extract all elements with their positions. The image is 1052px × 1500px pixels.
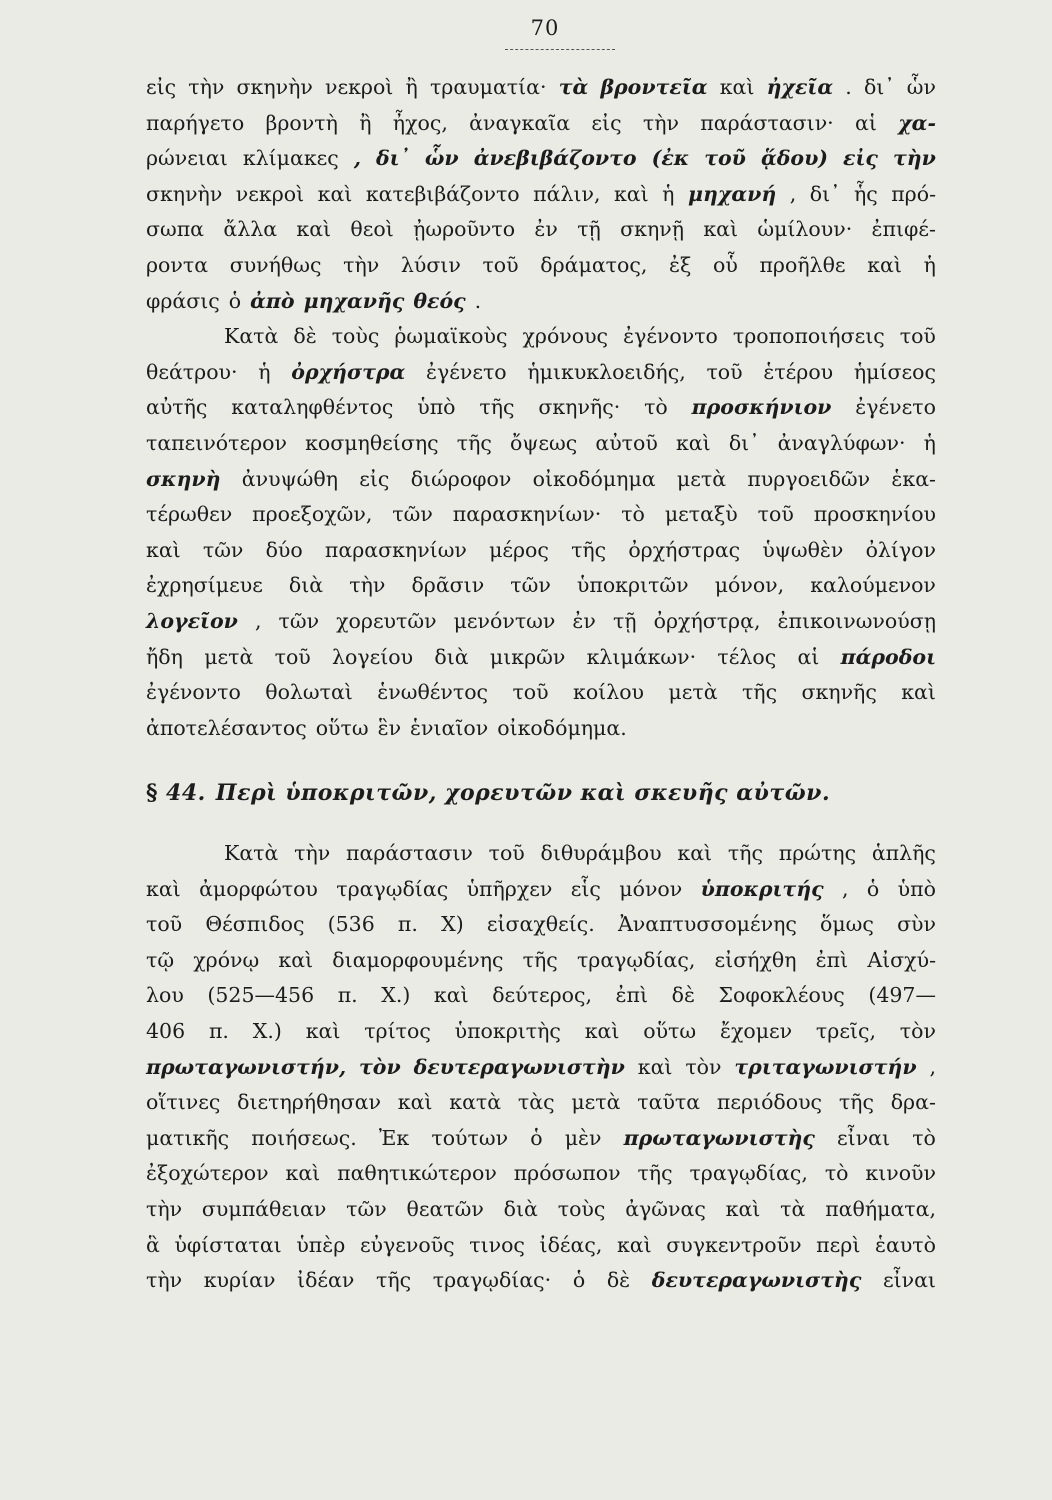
text-line: ματικῆς ποιήσεως. Ἐκ τούτων ὁ μὲν πρωταγωνιστὴς εἶναι τὸ (146, 1125, 936, 1150)
text-line: 406 π. Χ.) καὶ τρίτος ὑποκριτὴς καὶ οὕτω ἔχομεν τρεῖς, τὸν (146, 1018, 936, 1043)
text-line: τοῦ Θέσπιδος (536 π. Χ) εἰσαχθείς. Ἀναπτυσσομένης ὅμως σὺν (146, 912, 936, 937)
text-line: ἀποτελέσαντος οὕτω ἓν ἑνιαῖον οἰκοδόμημα. (146, 715, 627, 740)
text-line: σωπα ἄλλα καὶ θεοὶ ᾐωροῦντο ἐν τῇ σκηνῇ καὶ ὡμίλουν· ἐπιφέ- (146, 217, 936, 242)
text-line: ροντα συνήθως τὴν λύσιν τοῦ δράματος, ἐξ οὗ προῆλθε καὶ ἡ (146, 252, 936, 277)
text-line: φράσις ὁ ἀπὸ μηχανῆς θεός . (146, 288, 482, 313)
text-line: καὶ ἀμορφώτου τραγῳδίας ὑπῆρχεν εἷς μόνον ὑποκριτής , ὁ ὑπὸ (146, 876, 936, 901)
section-symbol: § (146, 780, 159, 806)
page-number: 70 (530, 16, 560, 40)
page-number-rule (505, 49, 615, 50)
section-heading (146, 780, 936, 806)
text-line: Κατὰ τὴν παράστασιν τοῦ διθυράμβου καὶ τῆς πρώτης ἁπλῆς (224, 841, 936, 865)
section-title: Περὶ ὑποκριτῶν, χορευτῶν καὶ σκευῆς αὐτῶν. (215, 780, 831, 806)
section-44-preceding-text (146, 70, 936, 746)
text-line: πρωταγωνιστήν, τὸν δευτεραγωνιστὴν καὶ τὸν τριταγωνιστήν , (146, 1054, 936, 1079)
text-line: τέρωθεν προεξοχῶν, τῶν παρασκηνίων· τὸ μεταξὺ τοῦ προσκηνίου (146, 502, 936, 527)
text-line: εἰς τὴν σκηνὴν νεκροὶ ἢ τραυματία· τὰ βροντεῖα καὶ ἠχεῖα . δι᾽ ὧν (146, 75, 936, 99)
text-line: λογεῖον , τῶν χορευτῶν μενόντων ἐν τῇ ὀρχήστρᾳ, ἐπικοινωνούσῃ (146, 608, 936, 633)
section-number: 44. (166, 780, 206, 806)
text-line: ἤδη μετὰ τοῦ λογείου διὰ μικρῶν κλιμάκων· τέλος αἱ πάροδοι (146, 644, 936, 669)
text-line: ἃ ὑφίσταται ὑπὲρ εὐγενοῦς τινος ἰδέας, καὶ συγκεντροῦν περὶ ἑαυτὸ (146, 1232, 936, 1257)
text-line: σκηνὴ ἀνυψώθη εἰς διώροφον οἰκοδόμημα μετὰ πυργοειδῶν ἑκα- (146, 466, 936, 491)
text-line: ἐγένοντο θολωταὶ ἑνωθέντος τοῦ κοίλου μετὰ τῆς σκηνῆς καὶ (146, 680, 936, 705)
text-line: ἐξοχώτερον καὶ παθητικώτερον πρόσωπον τῆς τραγῳδίας, τὸ κινοῦν (146, 1161, 936, 1186)
text-line: Κατὰ δὲ τοὺς ῥωμαϊκοὺς χρόνους ἐγένοντο τροποποιήσεις τοῦ (224, 324, 936, 349)
text-line: ταπεινότερον κοσμηθείσης τῆς ὄψεως αὐτοῦ καὶ δι᾽ ἀναγλύφων· ἡ (146, 430, 936, 455)
text-line: τῷ χρόνῳ καὶ διαμορφουμένης τῆς τραγῳδίας, εἰσήχθη ἐπὶ Αἰσχύ- (146, 947, 936, 972)
text-line: οἵτινες διετηρήθησαν καὶ κατὰ τὰς μετὰ ταῦτα περιόδους τῆς δρα- (146, 1090, 936, 1115)
text-line: τὴν κυρίαν ἰδέαν τῆς τραγῳδίας· ὁ δὲ δευτεραγωνιστὴς εἶναι (146, 1268, 936, 1293)
text-line: αὐτῆς καταληφθέντος ὑπὸ τῆς σκηνῆς· τὸ προσκήνιον ἐγένετο (146, 395, 936, 420)
text-line: τὴν συμπάθειαν τῶν θεατῶν διὰ τοὺς ἀγῶνας καὶ τὰ παθήματα, (146, 1196, 936, 1221)
text-line: λου (525—456 π. Χ.) καὶ δεύτερος, ἐπὶ δὲ Σοφοκλέους (497— (146, 983, 936, 1008)
text-line: παρήγετο βροντὴ ἢ ἦχος, ἀναγκαῖα εἰς τὴν παράστασιν· αἱ χα- (146, 110, 936, 135)
text-line: ρώνειαι κλίμακες , δι᾽ ὧν ἀνεβιβάζοντο (ἐκ τοῦ ᾅδου) εἰς τὴν (146, 146, 936, 171)
text-line: σκηνὴν νεκροὶ καὶ κατεβιβάζοντο πάλιν, καὶ ἡ μηχανή , δι᾽ ἧς πρό- (146, 181, 936, 206)
text-line: ἐχρησίμευε διὰ τὴν δρᾶσιν τῶν ὑποκριτῶν μόνον, καλούμενον (146, 573, 936, 598)
text-line: θεάτρου· ἡ ὀρχήστρα ἐγένετο ἡμικυκλοειδής, τοῦ ἑτέρου ἡμίσεος (146, 359, 936, 384)
section-44-body-text (146, 836, 936, 1299)
text-line: καὶ τῶν δύο παρασκηνίων μέρος τῆς ὀρχήστρας ὑψωθὲν ὀλίγον (146, 537, 936, 562)
